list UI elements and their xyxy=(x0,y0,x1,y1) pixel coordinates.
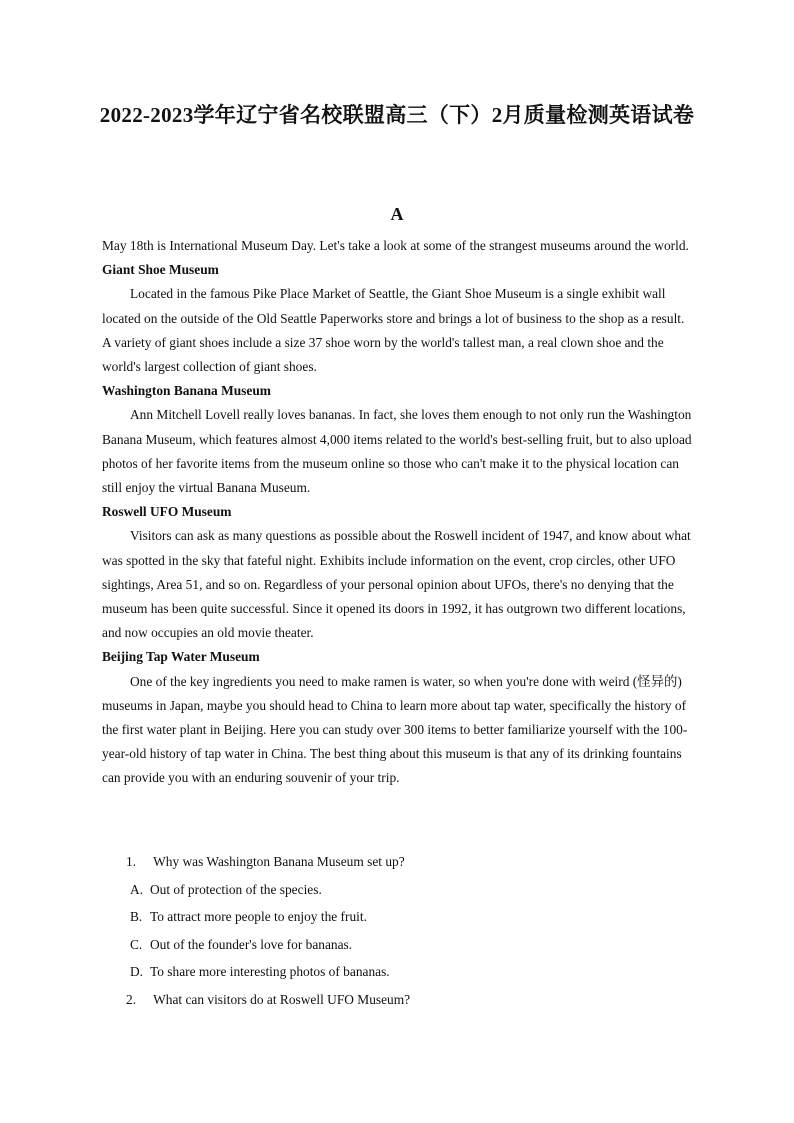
option-letter: D. xyxy=(130,964,144,980)
reading-passage xyxy=(102,234,692,791)
museum-heading: Giant Shoe Museum xyxy=(102,262,219,278)
museum-heading: Washington Banana Museum xyxy=(102,383,271,399)
option-letter: B. xyxy=(130,909,143,925)
question-text: Why was Washington Banana Museum set up? xyxy=(153,854,405,869)
answer-option xyxy=(130,931,696,959)
option-letter: C. xyxy=(130,936,143,952)
question-list xyxy=(126,848,696,1014)
museum-paragraph: Ann Mitchell Lovell really loves bananas. In fact, she loves them enough to not only run the Washington Banana Museum, which features almost 4,000 items related to the world's best-selling fruit, but to also upload photos of her favorite items from the museum online so those who can't make it to the physical location can still enjoy the virtual Banana Museum. xyxy=(102,407,692,496)
answer-option xyxy=(130,876,696,904)
section-heading: A xyxy=(390,204,404,224)
question-number: 2. xyxy=(126,991,137,1007)
question-number: 1. xyxy=(126,854,137,869)
museum-heading: Roswell UFO Museum xyxy=(102,504,232,520)
museum-paragraph: One of the key ingredients you need to make ramen is water, so when you're done with weird (怪异的) museums in Japan, maybe you should head to China to learn more about tap water, specifically the history of the first water plant in Beijing. Here you can study over 300 items to better familiarize yourself with the 100-year-old history of tap water in China. The best thing about this museum is that any of its drinking fountains can provide you with an enduring souvenir of your trip. xyxy=(102,673,688,786)
museum-paragraph: Visitors can ask as many questions as possible about the Roswell incident of 1947, and know about what was spotted in the sky that fateful night. Exhibits include information on the event, crop circles, other UFO sightings, Area 51, and so on. Regardless of your personal opinion about UFOs, there's no denying that the museum has been quite successful. Since it opened its doors in 1992, it has outgrown two different locations, and now occupies an old movie theater. xyxy=(102,528,691,641)
page-title: 2022-2023学年辽宁省名校联盟高三（下）2月质量检测英语试卷 xyxy=(99,103,695,127)
option-text: To attract more people to enjoy the fruit. xyxy=(150,909,367,925)
answer-option xyxy=(130,958,696,986)
option-text: Out of the founder's love for bananas. xyxy=(150,936,353,952)
question-item xyxy=(126,848,696,876)
question-item xyxy=(126,986,696,1014)
option-text: To share more interesting photos of bananas. xyxy=(150,964,390,980)
question-text: What can visitors do at Roswell UFO Museum? xyxy=(153,991,411,1007)
option-letter: A. xyxy=(130,881,144,897)
museum-heading: Beijing Tap Water Museum xyxy=(102,649,260,665)
passage-intro: May 18th is International Museum Day. Let's take a look at some of the strangest museums around the world. xyxy=(102,238,689,253)
museum-paragraph: Located in the famous Pike Place Market of Seattle, the Giant Shoe Museum is a single exhibit wall located on the outside of the Old Seattle Paperworks store and brings a lot of business to the shop as a result. A variety of giant shoes include a size 37 shoe worn by the world's tallest man, a real clown shoe and the world's largest collection of giant shoes. xyxy=(102,286,685,375)
option-text: Out of protection of the species. xyxy=(150,881,322,897)
answer-option xyxy=(130,903,696,931)
